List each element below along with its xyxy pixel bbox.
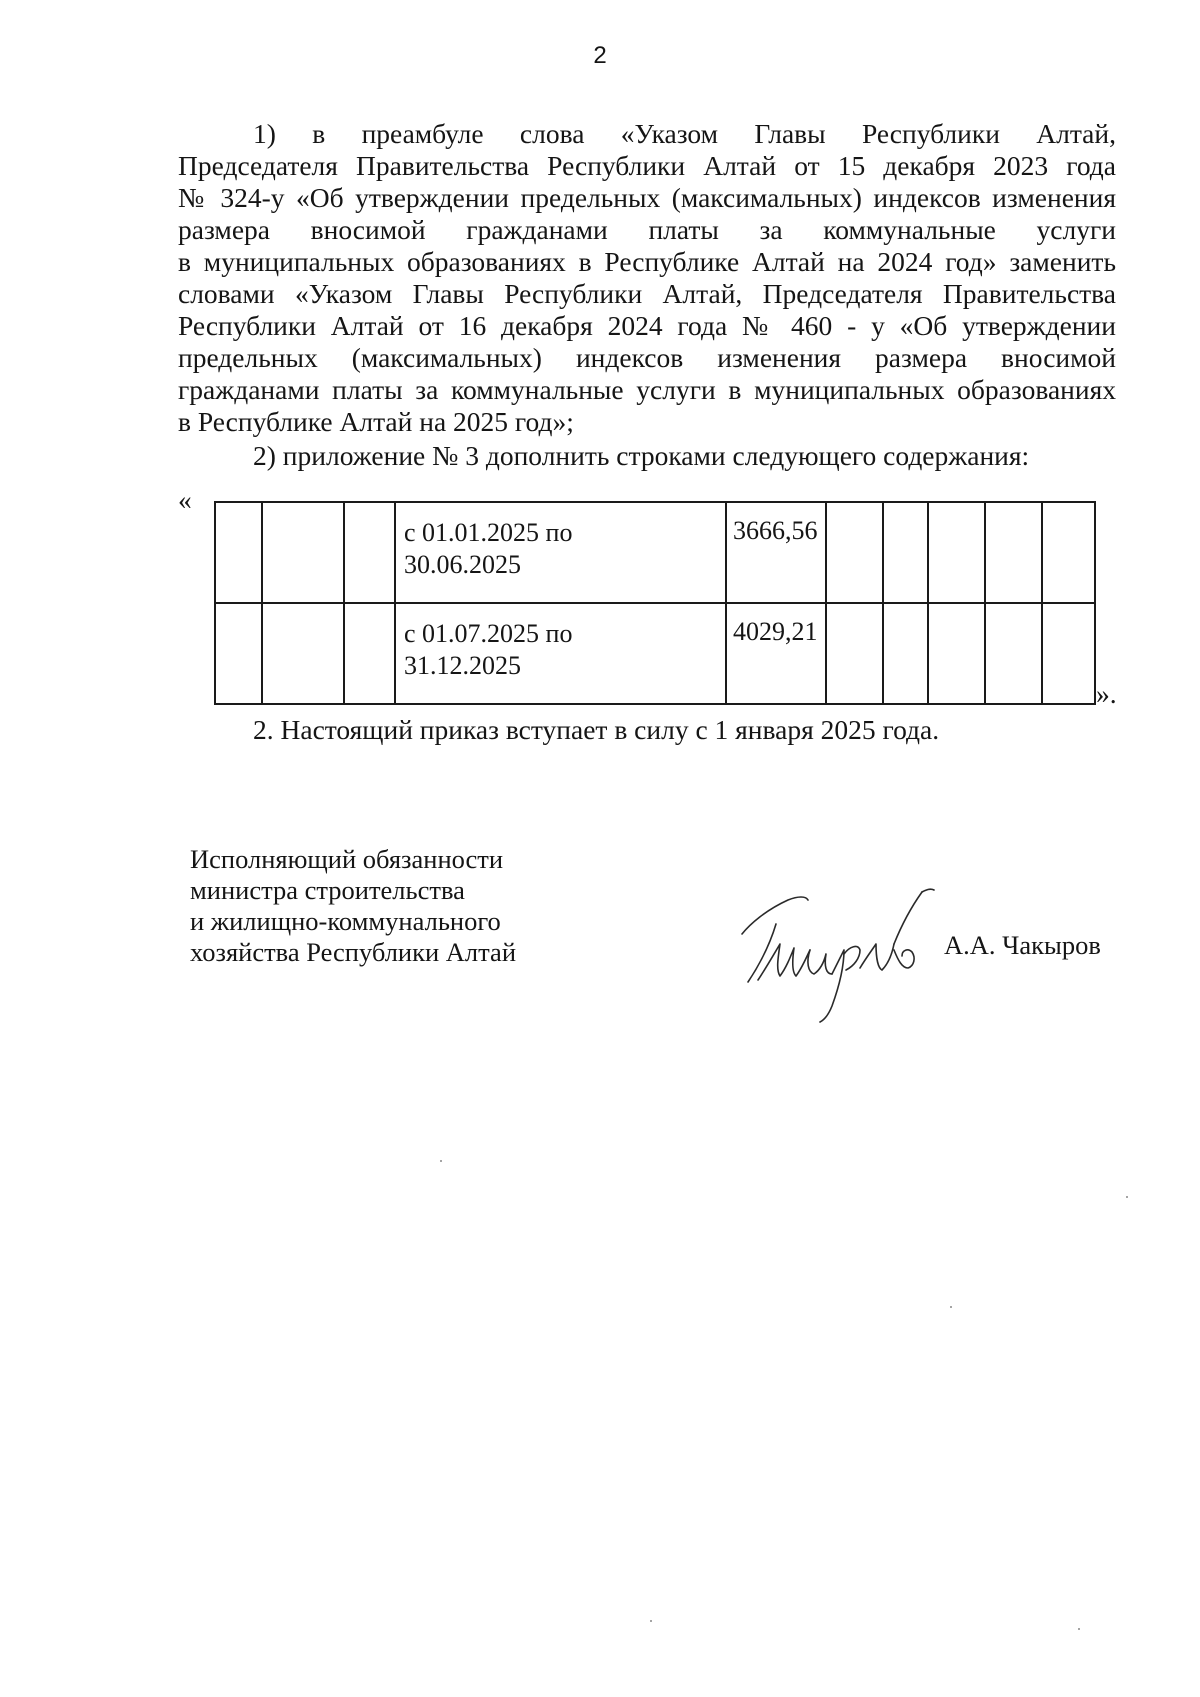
table-cell	[344, 502, 395, 603]
period-cell	[395, 502, 726, 603]
table-cell	[262, 502, 344, 603]
handwritten-signature	[736, 884, 946, 1024]
period-start: с 01.01.2025 по	[404, 518, 573, 547]
table-row	[215, 603, 1095, 704]
paragraph-2: 2) приложение № 3 дополнить строками следующего содержания:	[253, 440, 1030, 471]
table-cell	[928, 502, 985, 603]
table-cell	[262, 603, 344, 704]
period-end: 30.06.2025	[404, 550, 521, 579]
signatory-title-line: хозяйства Республики Алтай	[190, 937, 516, 967]
table-cell	[1042, 502, 1095, 603]
table-cell	[1042, 603, 1095, 704]
paragraph-1-line-9: гражданами платы за коммунальные услуги в муниципальных образованиях	[178, 374, 1116, 405]
paragraph-1-line-5: в муниципальных образованиях в Республике Алтай на 2024 год» заменить	[178, 246, 1116, 277]
page-number: 2	[593, 42, 607, 69]
amendment-table	[214, 501, 1096, 705]
scan-speck	[440, 1160, 442, 1162]
signatory-title-line: и жилищно-коммунального	[190, 906, 501, 936]
signatory-title-line: Исполняющий обязанности	[190, 844, 504, 874]
scan-speck	[1078, 1628, 1080, 1630]
table-row	[215, 502, 1095, 603]
table-cell	[826, 502, 883, 603]
paragraph-1-line-6: словами «Указом Главы Республики Алтай, Председателя Правительства	[178, 278, 1116, 309]
paragraph-1-line-3: № 324-у «Об утверждении предельных (максимальных) индексов изменения	[178, 182, 1116, 213]
signatory-title-line: министра строительства	[190, 875, 465, 905]
table-cell	[344, 603, 395, 704]
scan-speck	[1126, 1196, 1128, 1198]
table-cell	[215, 502, 262, 603]
table-cell	[985, 603, 1042, 704]
period-end: 31.12.2025	[404, 651, 521, 680]
period-cell	[395, 603, 726, 704]
table-cell	[826, 603, 883, 704]
table-cell	[883, 502, 928, 603]
scan-speck	[650, 1620, 652, 1622]
paragraph-1-line-1: 1) в преамбуле слова «Указом Главы Республики Алтай,	[253, 118, 1116, 149]
period-start: с 01.07.2025 по	[404, 619, 573, 648]
signatory-title	[190, 844, 516, 968]
scan-speck	[950, 1306, 952, 1308]
table-cell	[215, 603, 262, 704]
effective-clause: 2. Настоящий приказ вступает в силу с 1 января 2025 года.	[253, 714, 940, 745]
value-cell: 4029,21	[726, 603, 826, 704]
closing-quote: ».	[1096, 678, 1117, 709]
signer-name: А.А. Чакыров	[944, 930, 1101, 960]
opening-quote: «	[178, 484, 192, 515]
paragraph-1-line-10: в Республике Алтай на 2025 год»;	[178, 406, 574, 437]
paragraph-1-line-4: размера вносимой гражданами платы за коммунальные услуги	[178, 214, 1116, 245]
table-cell	[928, 603, 985, 704]
paragraph-1-line-2: Председателя Правительства Республики Алтай от 15 декабря 2023 года	[178, 150, 1116, 181]
paragraph-1-line-7: Республики Алтай от 16 декабря 2024 года № 460 - у «Об утверждении	[178, 310, 1116, 341]
value-cell: 3666,56	[726, 502, 826, 603]
table-cell	[883, 603, 928, 704]
table-cell	[985, 502, 1042, 603]
paragraph-1-line-8: предельных (максимальных) индексов изменения размера вносимой	[178, 342, 1116, 373]
